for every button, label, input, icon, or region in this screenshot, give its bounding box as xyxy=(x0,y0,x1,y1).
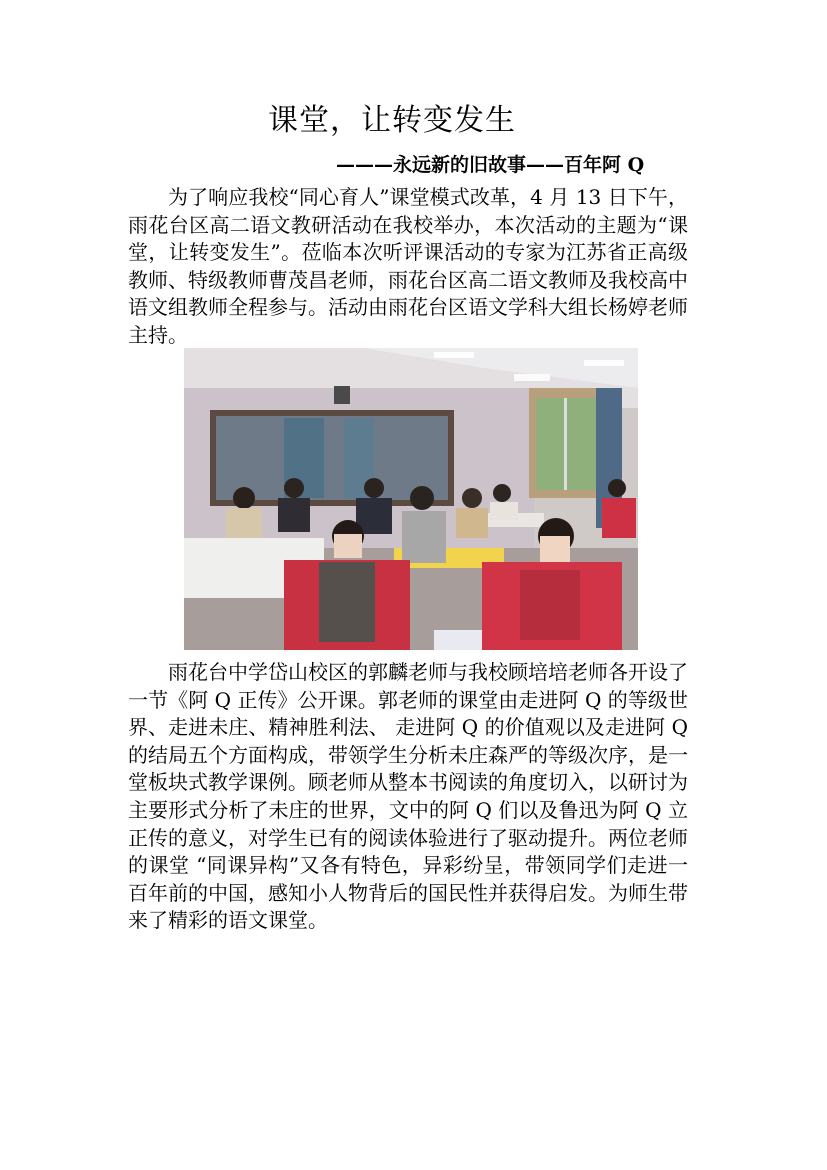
page-subtitle: ———永远新的旧故事——百年阿 Q xyxy=(336,154,645,176)
paragraph-intro: 为了响应我校“同心育人”课堂模式改革，4 月 13 日下午，雨花台区高二语文教研活动在我校举办，本次活动的主题为“课堂，让转变发生”。莅临本次听评课活动的专家为江苏省正高级教师、特级教师曹茂昌老师，雨花台区高二语文教师及我校高中语文组教师全程参与。活动由雨花台区语文学科大组长杨婷老师主持。 xyxy=(128,185,688,347)
classroom-photo xyxy=(184,348,638,650)
paragraph-lessons: 雨花台中学岱山校区的郭麟老师与我校顾培培老师各开设了一节《阿 Q 正传》公开课。郭老师的课堂由走进阿 Q 的等级世界、走进未庄、精神胜利法、 走进阿 Q 的价值观以及走进阿 Q 的结局五个方面构成，带领学生分析未庄森严的等级次序，是一堂板块式教学课例。顾老师从整本书阅读的角度切入，以研讨为主要形式分析了未庄的世界，文中的阿 Q 们以及鲁迅为阿 Q 立正传的意义，对学生已有的阅读体验进行了驱动提升。两位老师的课堂 “同课异构”又各有特色，异彩纷呈，带领同学们走进一百年前的中国，感知小人物背后的国民性并获得启发。为师生带来了精彩的语文课堂。 xyxy=(128,660,688,933)
page-title: 课堂，让转变发生 xyxy=(268,103,516,138)
